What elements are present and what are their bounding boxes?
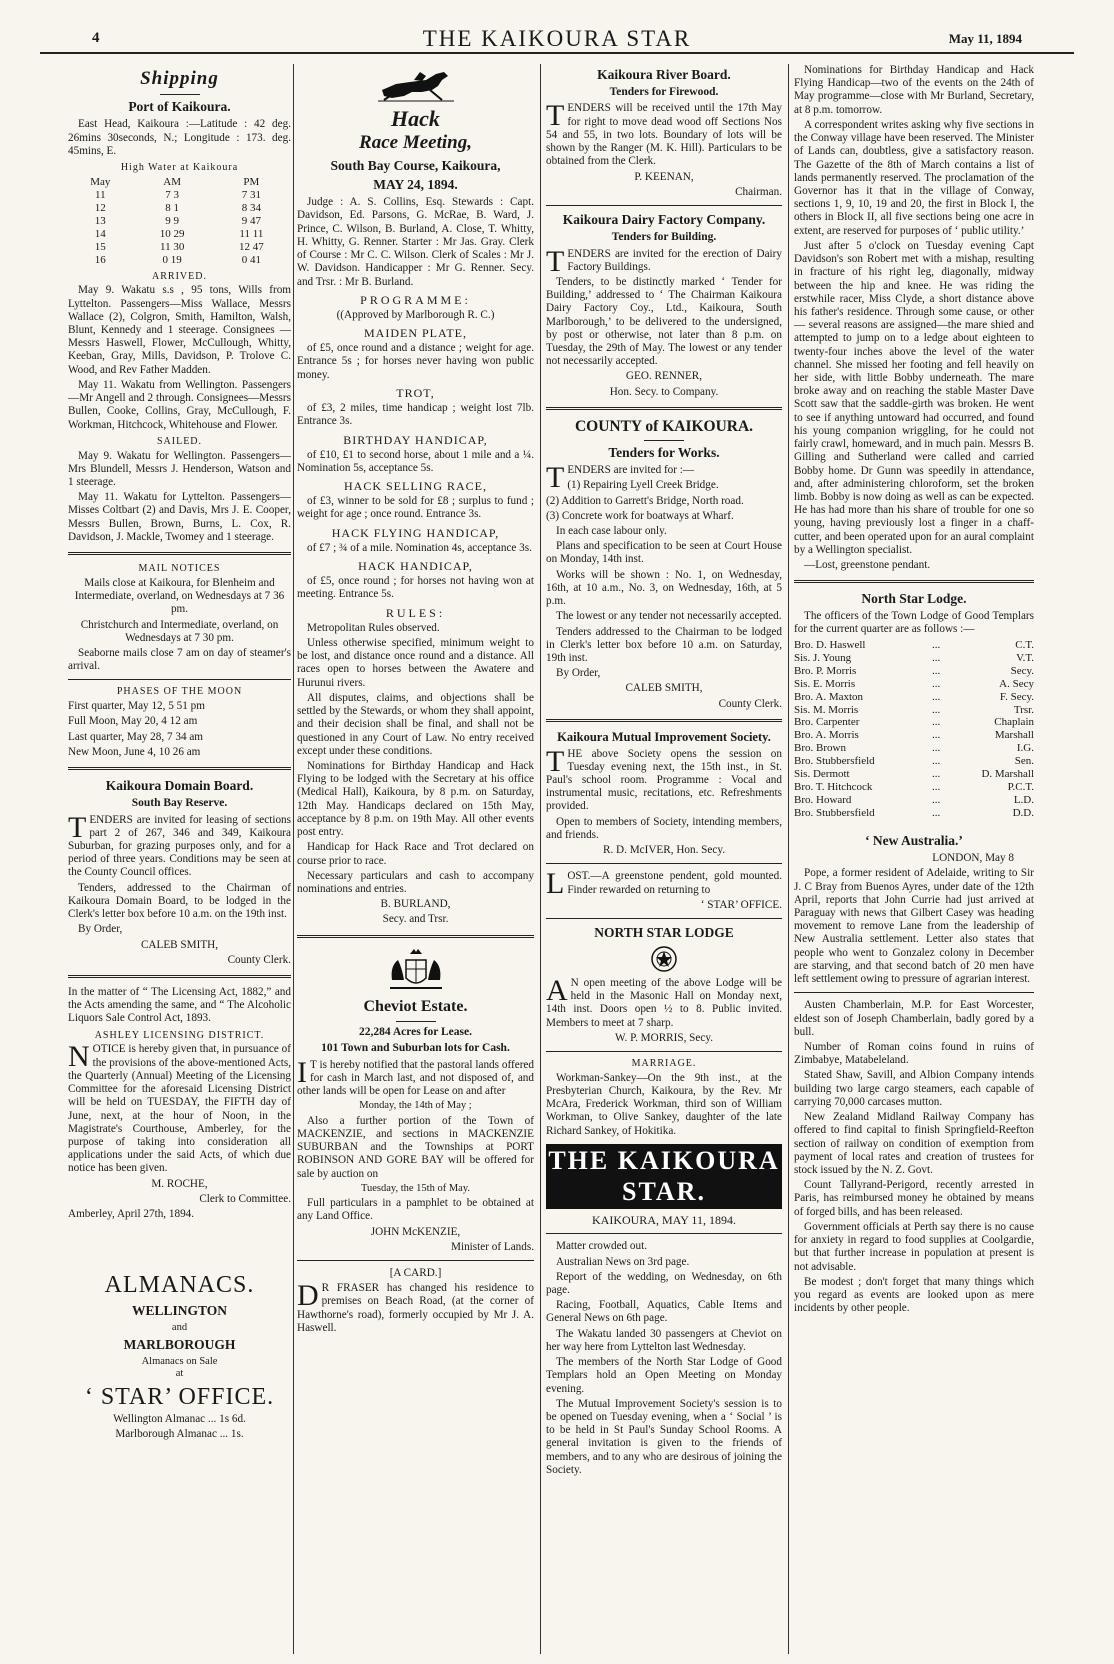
leader-dots: ...	[932, 690, 941, 703]
news-item: A correspondent writes asking why five sections in the Conway village have been reserved. The Minister of Lands can, doubtless, give a satisfactory reason. The Gazette of the 8th of March contains a list of lands permanently reserved. The proclamation of the Governor has it that in the village of Conway, sections 1, 9, 10, 19 and 20, the first in Block I, the others in Block II, all five sections being one acre in extent, are reserved for purposes of ‘ public utility.’	[794, 118, 1034, 237]
tide-cell: 0 19	[162, 253, 182, 266]
good-templars-intro: The officers of the Town Lodge of Good Templars for the current quarter are as follows :—	[794, 610, 1034, 636]
table-row	[68, 254, 291, 267]
county-signature: CALEB SMITH,	[625, 682, 703, 695]
race-signature: Secy. and Trsr.	[382, 913, 449, 926]
tide-col-header: PM	[243, 175, 260, 188]
news-item: The Mutual Improvement Society's session is to be opened on Tuesday evening, when a ‘ Social ’ is to be held in St Paul's Sunday School Rooms. A general invitation is given to the friends of members, and to any who are desirous of joining the Society.	[546, 1397, 782, 1476]
officer-role: Chaplain	[994, 716, 1034, 729]
officer-role: Sen.	[1014, 755, 1034, 768]
column-divider	[788, 64, 789, 1654]
section-rule	[297, 935, 534, 938]
officer-name: Bro. Brown	[794, 742, 846, 755]
drop-cap: A	[546, 973, 568, 1007]
section-rule	[546, 205, 782, 206]
rules-heading: RULES:	[385, 605, 446, 620]
moon-phase: Last quarter, May 28, 7 34 am	[68, 730, 204, 743]
race-title: BIRTHDAY HANDICAP,	[343, 432, 488, 447]
table-row	[794, 794, 1034, 807]
news-item: Government officials at Perth say there is no cause for anxiety in regard to food supplies at Coolgardie, but that further increase in population at present is not advisable.	[794, 1220, 1034, 1273]
page-number: 4	[92, 30, 100, 46]
cheviot-acres: 22,284 Acres for Lease.	[359, 1025, 472, 1038]
county-intro: ENDERS are invited for :—	[567, 464, 695, 477]
race-rule: Handicap for Hack Race and Trot declared on course prior to race.	[297, 841, 534, 867]
north-star-lodge-text: N open meeting of the above Lodge will be held in the Masonic Hall on Monday next, 14th inst. Doors open ½ to 8. Public invited. Members to meet at 7 sharp.	[546, 976, 782, 1029]
dairy-text: Tenders, to be distinctly marked ‘ Tender for Building,’ addressed to ‘ The Chairman Kaikoura Dairy Factory Coy., Ltd., Kaikoura, South Marlborough,’ to be delivered to the undersigned, by post or otherwise, not later than 8 p.m. on Tuesday, the 29th of May. The lowest or any tender not necessarily accepted.	[546, 275, 782, 368]
race-title: HACK SELLING RACE,	[344, 479, 487, 494]
section-rule	[794, 580, 1034, 583]
officer-name: Bro. T. Hitchcock	[794, 781, 873, 794]
tide-cell: 9 47	[241, 214, 261, 227]
tide-table	[68, 176, 291, 267]
officer-name: Sis. Dermott	[794, 768, 850, 781]
officers-table	[794, 639, 1034, 821]
column-4	[794, 64, 1034, 1654]
leader-dots: ...	[932, 768, 941, 781]
river-board-signature: Chairman.	[735, 185, 782, 198]
officer-name: Sis. M. Morris	[794, 703, 859, 716]
tide-cell: 9 9	[165, 214, 180, 227]
licensing-matter: In the matter of “ The Licensing Act, 1882,” and the Acts amending the same, and “ The Alcoholic Liquors Sale Control Act, 1893.	[68, 985, 291, 1025]
column-3	[546, 64, 782, 1654]
tide-heading: High Water at Kaikoura	[120, 161, 239, 173]
programme-heading: PROGRAMME:	[360, 292, 471, 307]
domain-board-by: By Order,	[78, 923, 123, 936]
racehorse-icon	[376, 68, 456, 102]
drop-cap: T	[546, 244, 565, 278]
cheviot-lots: 101 Town and Suburban lots for Cash.	[321, 1042, 510, 1055]
lost-notice: OST.—A greenstone pendent, gold mounted. Finder rewarded on returning to	[567, 870, 782, 896]
licensing-signature: Clerk to Committee.	[199, 1192, 291, 1205]
race-title: TROT,	[396, 385, 435, 400]
tide-cell: 11 30	[159, 240, 185, 253]
race-detail: of £3, winner to be sold for £8 ; surplus to fund ; weight for age ; once round. Entrance 3s.	[297, 495, 534, 521]
race-meeting-heading: Race Meeting,	[359, 131, 472, 153]
almanac-wellington: WELLINGTON	[131, 1302, 228, 1318]
news-item: Be modest ; don't forget that many things which you regard as events are looked upon as mere incidents by other people.	[794, 1275, 1034, 1315]
dairy-signature: GEO. RENNER,	[625, 370, 703, 383]
mail-notice: Mails close at Kaikoura, for Blenheim and Intermediate, overland, on Wednesdays at 7 36 pm.	[74, 576, 285, 616]
tide-cell: 12	[94, 201, 106, 214]
officer-name: Bro. Carpenter	[794, 716, 860, 729]
table-row	[794, 678, 1034, 691]
table-row	[794, 755, 1034, 768]
cheviot-signature: Minister of Lands.	[451, 1240, 534, 1253]
cheviot-date: Monday, the 14th of May ;	[359, 1100, 472, 1112]
tide-cell: 11 11	[239, 227, 264, 240]
race-detail: of £5, once round and a distance ; weight for age. Entrance 5s ; for horses never having won public money.	[297, 342, 534, 381]
marriage-notice: Workman-Sankey—On the 9th inst., at the Presbyterian Church, Kaikoura, by the Rev. Mr McAra, Frederick Workman, third son of William Workman, to Olive Sankey, daughter of the late Richard Sankey, of Hokitika.	[546, 1071, 782, 1137]
almanac-at: at	[175, 1368, 184, 1380]
north-star-lodge-signature: W. P. MORRIS, Secy.	[614, 1031, 713, 1044]
cheviot-text: T is hereby notified that the pastoral lands offered for cash in March last, and not disposed of, and other lands will be open for Lease on and after	[297, 1058, 534, 1098]
officer-role: D.D.	[1012, 807, 1034, 820]
table-row	[68, 189, 291, 202]
news-item: Count Tallyrand-Perigord, recently arrested in Paris, has reimbursed money he obtained by means of forged bills, and has been released.	[794, 1179, 1034, 1218]
race-title: MAIDEN PLATE,	[364, 326, 467, 341]
ornament-rule	[160, 94, 200, 95]
section-rule	[297, 1260, 534, 1261]
news-item: Racing, Football, Aquatics, Cable Items and General News on 6th page.	[546, 1299, 782, 1325]
domain-board-subheading: South Bay Reserve.	[131, 797, 228, 810]
table-row	[794, 716, 1034, 729]
tide-cell: 11	[94, 188, 106, 201]
race-date: MAY 24, 1894.	[373, 177, 458, 193]
river-board-text: ENDERS will be received until the 17th May for right to move dead wood off Sections Nos 54 and 55, in two lots. Boundary of lots will be shown by the Ranger (M. K. Hill). Particulars to be obtained from the Clerk.	[546, 102, 782, 168]
table-row	[68, 202, 291, 215]
table-row	[794, 729, 1034, 742]
tide-cell: 7 31	[241, 188, 261, 201]
almanac-price: Marlborough Almanac ... 1s.	[115, 1428, 244, 1441]
cheviot-heading: Cheviot Estate.	[363, 997, 468, 1015]
leader-dots: ...	[932, 638, 941, 651]
section-rule	[546, 863, 782, 864]
race-detail: of £5, once round ; for horses not having won at meeting. Entrance 5s.	[297, 575, 534, 601]
ornament-rule	[396, 1021, 436, 1022]
licensing-date: Amberley, April 27th, 1894.	[68, 1208, 195, 1221]
tide-header-row	[68, 176, 291, 189]
county-text: In each case labour only.	[556, 524, 667, 537]
table-row	[794, 704, 1034, 717]
card-text: R FRASER has changed his residence to premises on Beach Road, (at the corner of Hawthorne's road), formerly occupied by Mr J. A. Haswell.	[297, 1282, 534, 1334]
tide-cell: 14	[94, 227, 106, 240]
tide-cell: 8 34	[241, 201, 261, 214]
arrival-entry: May 9. Wakatu s.s , 95 tons, Wills from Lyttelton. Passengers—Miss Wallace, Messrs Wallace (2), Colgron, Smith, Hamilton, Walsh, Blunt, Kennedy and 1 steerage. Consignees — Messrs Haswell, Flower, McCullough, Whitty, Keeban, Gray, Mills, Davidson, P. Trolove C. Wood, and Rev Father Madden.	[68, 284, 291, 376]
race-title: HACK FLYING HANDICAP,	[331, 525, 500, 540]
mail-heading: MAIL NOTICES	[138, 563, 221, 575]
tide-cell: 12 47	[239, 240, 264, 253]
news-item: Nominations for Birthday Handicap and Hack Flying Handicap—two of the events on the 24th of May programme—close with Mr Burland, Secretary, at 8 p.m. tomorrow.	[794, 64, 1034, 116]
officer-role: Trsr.	[1013, 703, 1034, 716]
officer-role: D. Marshall	[981, 768, 1034, 781]
lodge-emblem-icon	[650, 945, 678, 973]
news-item: Just after 5 o'clock on Tuesday evening Capt Davidson's son Robert met with a mishap, resulting in fracture of his right leg, diagonally, midway between the hip and knee. He was riding the erstwhile racer, Miss Clyde, a short distance above his father's residence. Through some cause, or other — several reasons are assigned—the mare shied and attempted to jump on to a ledge about eighteen to twenty-four inches above the level of the water channel. She missed her footing and fell heavily on her side, with little Bobby underneath. The mare broke away and on reaching the stable Master Dave Scott saw that the saddle-girth was broken. He went to see if anything untoward had occurred, and found his young companion wriggling, for he could not fairly crawl, homeward, and in much pain. Messrs B. Gilling and Sutherland were called and carried Bobby home. Dr Gunn was speedily in attendance, and, after administering chloroform, set the broken limb. Bobby is now doing as well as can be expected. He has had more than his share of trouble for one so young, having previously lost a finger in a chaff-cutter, and been operated upon for an aural complaint by a Wellington specialist.	[794, 239, 1034, 556]
officer-role: L.D.	[1013, 794, 1034, 807]
table-row	[794, 691, 1034, 704]
leader-dots: ...	[932, 664, 941, 677]
domain-board-signature: County Clerk.	[227, 953, 291, 966]
column-divider	[540, 64, 541, 1654]
news-item: Matter crowded out.	[556, 1240, 648, 1253]
county-text: Tenders addressed to the Chairman to be lodged in Clerk's letter box before 10 a.m. on Saturday, 19th inst.	[546, 625, 782, 664]
news-item: New Zealand Midland Railway Company has offered to find capital to finish Springfield-Reefton section of railway on condition of exemption from payment of local rates and creation of trustees for stock issued by the N. Z. Govt.	[794, 1111, 1034, 1176]
domain-board-signature: CALEB SMITH,	[140, 938, 219, 951]
editorial-dateline: KAIKOURA, MAY 11, 1894.	[591, 1213, 736, 1228]
drop-cap: T	[546, 461, 565, 495]
race-rule: Necessary particulars and cash to accompany nominations and entries.	[297, 869, 534, 895]
table-row	[794, 639, 1034, 652]
section-rule	[546, 918, 782, 919]
tide-cell: 16	[94, 253, 106, 266]
drop-cap: T	[546, 744, 565, 778]
sailing-entry: May 11. Wakatu for Lyttelton. Passengers—Misses Coltbart (2) and Davis, Mrs J. E. Cooper, Messrs Bullen, Brown, Burns, L. Cox, R. Davidson, J. Mackle, Twomey and 1 steerage.	[68, 491, 291, 543]
section-rule	[68, 552, 291, 555]
officer-role: P.C.T.	[1007, 781, 1034, 794]
cheviot-signature: JOHN McKENZIE,	[370, 1225, 461, 1238]
table-row	[794, 807, 1034, 820]
tide-cell: 0 41	[241, 253, 261, 266]
county-text: Plans and specification to be seen at Court House on Monday, 14th inst.	[546, 540, 782, 566]
tide-cell: 7 3	[165, 188, 180, 201]
newspaper-title: THE KAIKOURA STAR	[422, 26, 692, 51]
officer-role: Secy.	[1010, 664, 1034, 677]
officer-role: C.T.	[1015, 638, 1034, 651]
officer-role: V.T.	[1016, 651, 1034, 664]
county-signature: County Clerk.	[718, 697, 782, 710]
officer-name: Bro. A. Morris	[794, 729, 859, 742]
leader-dots: ...	[932, 716, 941, 729]
arrived-heading: ARRIVED.	[152, 270, 207, 282]
county-subheading: Tenders for Works.	[608, 445, 720, 461]
column-1	[68, 64, 291, 1654]
new-australia-dateline: LONDON, May 8	[932, 852, 1014, 865]
domain-board-text: ENDERS are invited for leasing of sections part 2 of 267, 346 and 349, Kaikoura Suburban, for grazing purposes only, and for a period of three years. Conditions may be seen at the County Council offices.	[68, 813, 291, 879]
leader-dots: ...	[932, 742, 941, 755]
cheviot-date: Tuesday, the 15th of May.	[360, 1182, 471, 1194]
licensing-notice: OTICE is hereby given that, in pursuance of the provisions of the above-mentioned Acts, the Quarterly (Annual) Meeting of the Licensing Committee for the aforesaid Licensing District will be held on TUESDAY, the FIFTH day of June, next, at the hour of Noon, in the Magistrate's Courthouse, Amberley, for the purpose of taking into consideration all applications under the said Acts, of which due notice has been given.	[68, 1043, 291, 1175]
drop-cap: L	[546, 867, 565, 901]
column-2	[297, 64, 534, 1654]
column-divider	[293, 64, 294, 1654]
drop-cap: T	[68, 810, 87, 844]
table-row	[68, 228, 291, 241]
mutual-society-text: HE above Society opens the session on Tuesday evening next, the 15th inst., in St. Paul's school room. Programme : Vocal and instrumental music, recitations, etc. Refreshments provided.	[546, 747, 782, 813]
masthead	[40, 26, 1074, 54]
sailed-heading: SAILED.	[156, 435, 203, 447]
table-row	[68, 241, 291, 254]
leader-dots: ...	[932, 677, 941, 690]
leader-dots: ...	[932, 781, 941, 794]
news-item: The members of the North Star Lodge of Good Templars hold an Open Meeting on Monday evening.	[546, 1356, 782, 1395]
north-star-lodge-heading: NORTH STAR LODGE	[594, 924, 734, 940]
section-rule	[68, 767, 291, 770]
river-board-subheading: Tenders for Firewood.	[609, 85, 719, 98]
mail-notice: Seaborne mails close 7 am on day of steamer's arrival.	[68, 646, 291, 673]
programme-approval: ((Approved by Marlborough R. C.)	[336, 308, 495, 321]
leader-dots: ...	[932, 807, 941, 820]
mutual-society-text: Open to members of Society, intending members, and friends.	[546, 815, 782, 841]
dairy-heading: Kaikoura Dairy Factory Company.	[562, 212, 766, 228]
race-title: HACK HANDICAP,	[358, 559, 473, 574]
news-item: Austen Chamberlain, M.P. for East Worcester, eldest son of Joseph Chamberlain, badly gored by a bull.	[794, 999, 1034, 1038]
mutual-society-signature: R. D. McIVER, Hon. Secy.	[602, 844, 725, 857]
race-rule: All disputes, claims, and objections shall be settled by the Stewards, or whom they shall appoint, and their decision shall be final, and shall not be questioned in any Court of Law. No entry received except under these conditions.	[297, 691, 534, 757]
race-detail: of £7 ; ¾ of a mile. Nomination 4s, acceptance 3s.	[307, 541, 532, 554]
section-rule	[794, 992, 1034, 993]
race-signature: B. BURLAND,	[380, 898, 451, 911]
table-row	[794, 768, 1034, 781]
almanac-and: and	[171, 1321, 188, 1333]
new-australia-text: Pope, a former resident of Adelaide, writing to Sir J. C Bray from Buenos Ayres, under date of the 12th April, reports that John Currie had just arrived at Paraguay with news that Gilbert Casey was heading movement to remove Lane from the leadership of New Australia settlement. Letter also states that people who went to Gonzalez colony in December are starving, and that second batch of 20 men have left settlement owing to pressure of agrarian interest.	[794, 867, 1034, 986]
almanacs-heading: ALMANACS.	[104, 1272, 255, 1299]
drop-cap: N	[68, 1040, 90, 1074]
tide-cell: 8 1	[165, 201, 180, 214]
county-text: The lowest or any tender not necessarily accepted.	[556, 610, 782, 623]
mail-notice: Christchurch and Intermediate, overland, on Wednesdays at 7 30 pm.	[80, 618, 279, 644]
ornament-rule	[644, 440, 684, 441]
county-item: (1) Repairing Lyell Creek Bridge.	[567, 479, 719, 492]
tide-col-header: AM	[163, 175, 182, 188]
drop-cap: D	[297, 1279, 319, 1313]
new-australia-heading: ‘ New Australia.’	[865, 833, 963, 849]
almanac-sale: Almanacs on Sale	[141, 1355, 218, 1367]
officer-name: Bro. Stubbersfield	[794, 807, 875, 820]
almanac-marlborough: MARLBOROUGH	[123, 1336, 236, 1352]
river-board-signature: P. KEENAN,	[634, 170, 694, 183]
officer-role: A. Secy	[999, 677, 1034, 690]
tide-cell: 15	[94, 240, 106, 253]
arrival-entry: May 11. Wakatu from Wellington. Passengers—Mr Angell and 2 through. Consignees—Messrs Bullen, Cooke, Collins, Gray, McCullough, F. Workman, Hitchcock, Whitehouse and Flower.	[68, 378, 291, 431]
card-heading: [A CARD.]	[389, 1267, 442, 1280]
editorial-masthead: THE KAIKOURA STAR.	[546, 1144, 782, 1209]
county-heading: COUNTY of KAIKOURA.	[574, 417, 754, 435]
almanac-price: Wellington Almanac ... 1s 6d.	[113, 1412, 246, 1425]
table-row	[794, 665, 1034, 678]
news-item: The Wakatu landed 30 passengers at Cheviot on her way here from Lyttelton last Wednesday.	[546, 1327, 782, 1353]
officer-name: Bro. Stubbersfield	[794, 755, 875, 768]
leader-dots: ...	[932, 755, 941, 768]
leader-dots: ...	[932, 794, 941, 807]
news-item: —Lost, greenstone pendant.	[804, 559, 931, 572]
marriage-heading: MARRIAGE.	[631, 1058, 697, 1069]
race-rule: Metropolitan Rules observed.	[307, 621, 440, 634]
river-board-heading: Kaikoura River Board.	[597, 67, 731, 82]
section-rule	[546, 719, 782, 722]
cheviot-text: Also a further portion of the Town of MACKENZIE, and sections in MACKENZIE SUBURBAN and the Townships at PORT ROBINSON AND GORE BAY will be offered for sale by auction on	[297, 1114, 534, 1180]
moon-phase: Full Moon, May 20, 4 12 am	[68, 715, 198, 728]
race-rule: Unless otherwise specified, minimum weight to be lost, and distance once round and a distance. All races open to horses between the Awatere and Hurunui rivers.	[297, 637, 534, 689]
news-item: Australian News on 3rd page.	[556, 1255, 690, 1268]
tide-col-header: May	[90, 175, 111, 188]
sailing-entry: May 9. Wakatu for Wellington. Passengers—Mrs Blundell, Messrs J. Henderson, Watson and 1 steerage.	[68, 449, 291, 488]
dairy-text: ENDERS are invited for the erection of Dairy Factory Buildings.	[567, 247, 782, 273]
table-row	[794, 742, 1034, 755]
news-item: Report of the wedding, on Wednesday, on 6th page.	[546, 1270, 782, 1297]
licensing-signature: M. ROCHE,	[151, 1177, 208, 1190]
county-item: (2) Addition to Garrett's Bridge, North road.	[546, 494, 744, 507]
section-rule	[68, 679, 291, 680]
shipping-heading: Shipping	[140, 68, 219, 89]
officer-name: Sis. E. Morris	[794, 677, 856, 690]
drop-cap: T	[546, 99, 565, 133]
officer-name: Bro. D. Haswell	[794, 638, 866, 651]
officer-name: Bro. A. Maxton	[794, 690, 864, 703]
table-row	[794, 652, 1034, 665]
issue-date: May 11, 1894	[948, 31, 1022, 46]
domain-board-text: Tenders, addressed to the Chairman of Kaikoura Domain Board, to be lodged in the Clerk's letter box before 10 a.m. on the 19th inst.	[68, 881, 291, 921]
section-rule	[68, 975, 291, 978]
table-row	[794, 781, 1034, 794]
coat-of-arms-icon	[384, 946, 448, 994]
officer-role: F. Secy.	[999, 690, 1034, 703]
officer-role: I.G.	[1016, 742, 1034, 755]
drop-cap: I	[297, 1055, 307, 1089]
tide-cell: 10 29	[159, 227, 185, 240]
race-detail: of £10, £1 to second horse, about 1 mile and a ¼. Nomination 5s, acceptance 5s.	[297, 448, 534, 474]
race-officials: Judge : A. S. Collins, Esq. Stewards : Capt. Davidson, Ed. Parsons, G. McRae, B. Ward, J. Prince, C. Wilson, B. Burland, A. Close, T. Whitty, H. Whitty, G. Renner. Starter : Mr Jas. Gray. Clerk of Course : Mr C. C. Wilson. Clerk of Scales : Mr J. W. Davidson. Handicapper : Mr G. Renner. Secy. and Trsr. : Mr B. Burland.	[297, 196, 534, 288]
race-course: South Bay Course, Kaikoura,	[330, 158, 501, 174]
mutual-society-heading: Kaikoura Mutual Improvement Society.	[557, 729, 771, 744]
moon-phase: First quarter, May 12, 5 51 pm	[68, 700, 205, 713]
officer-name: Bro. P. Morris	[794, 664, 857, 677]
star-office: ‘ STAR’ OFFICE.	[84, 1383, 275, 1410]
leader-dots: ...	[932, 729, 941, 742]
leader-dots: ...	[932, 651, 941, 664]
moon-phase: New Moon, June 4, 10 26 am	[68, 745, 201, 758]
section-rule	[546, 1051, 782, 1052]
section-rule	[546, 1233, 782, 1234]
lost-return-to: ‘ STAR’ OFFICE.	[700, 898, 782, 911]
table-row	[68, 215, 291, 228]
county-item: (3) Concrete work for boatways at Wharf.	[546, 509, 734, 522]
leader-dots: ...	[932, 703, 941, 716]
dairy-subheading: Tenders for Building.	[611, 230, 717, 243]
county-by: By Order,	[556, 667, 601, 680]
good-templars-heading: North Star Lodge.	[861, 591, 967, 607]
news-item: Number of Roman coins found in ruins of Zimbabye, Matabeleland.	[794, 1041, 1034, 1067]
cheviot-text: Full particulars in a pamphlet to be obtained at any Land Office.	[297, 1197, 534, 1223]
licensing-heading: ASHLEY LICENSING DISTRICT.	[94, 1029, 265, 1041]
race-detail: of £3, 2 miles, time handicap ; weight lost 7lb. Entrance 3s.	[297, 402, 534, 428]
race-rule: Nominations for Birthday Handicap and Hack Flying to be lodged with the Secretary at his office (Medical Hall), Kaikoura, by 8 p.m. on Saturday, 12th May. Handicaps declared on 15th May, acceptance by 8 p.m. on 19th May. All other events post entry.	[297, 760, 534, 839]
officer-name: Bro. Howard	[794, 794, 852, 807]
domain-board-heading: Kaikoura Domain Board.	[105, 778, 254, 794]
hack-heading: Hack	[391, 106, 440, 131]
section-rule	[546, 407, 782, 410]
dairy-signature: Hon. Secy. to Company.	[609, 385, 719, 398]
officer-role: Marshall	[994, 729, 1034, 742]
officer-name: Sis. J. Young	[794, 651, 852, 664]
port-heading: Port of Kaikoura.	[128, 99, 231, 115]
news-item: Stated Shaw, Savill, and Albion Company intends building two large cargo steamers, each capable of carrying 70,000 carcases mutton.	[794, 1069, 1034, 1108]
tide-cell: 13	[94, 214, 106, 227]
moon-heading: PHASES OF THE MOON	[116, 686, 243, 698]
county-text: Works will be shown : No. 1, on Wednesday, 16th, at 10 a.m., No. 3, on Wednesday, 16th, at 5 p.m.	[546, 568, 782, 608]
port-position: East Head, Kaikoura :—Latitude : 42 deg. 26mins 30seconds, N.; Longitude : 173. deg. 45mins, E.	[68, 118, 291, 157]
